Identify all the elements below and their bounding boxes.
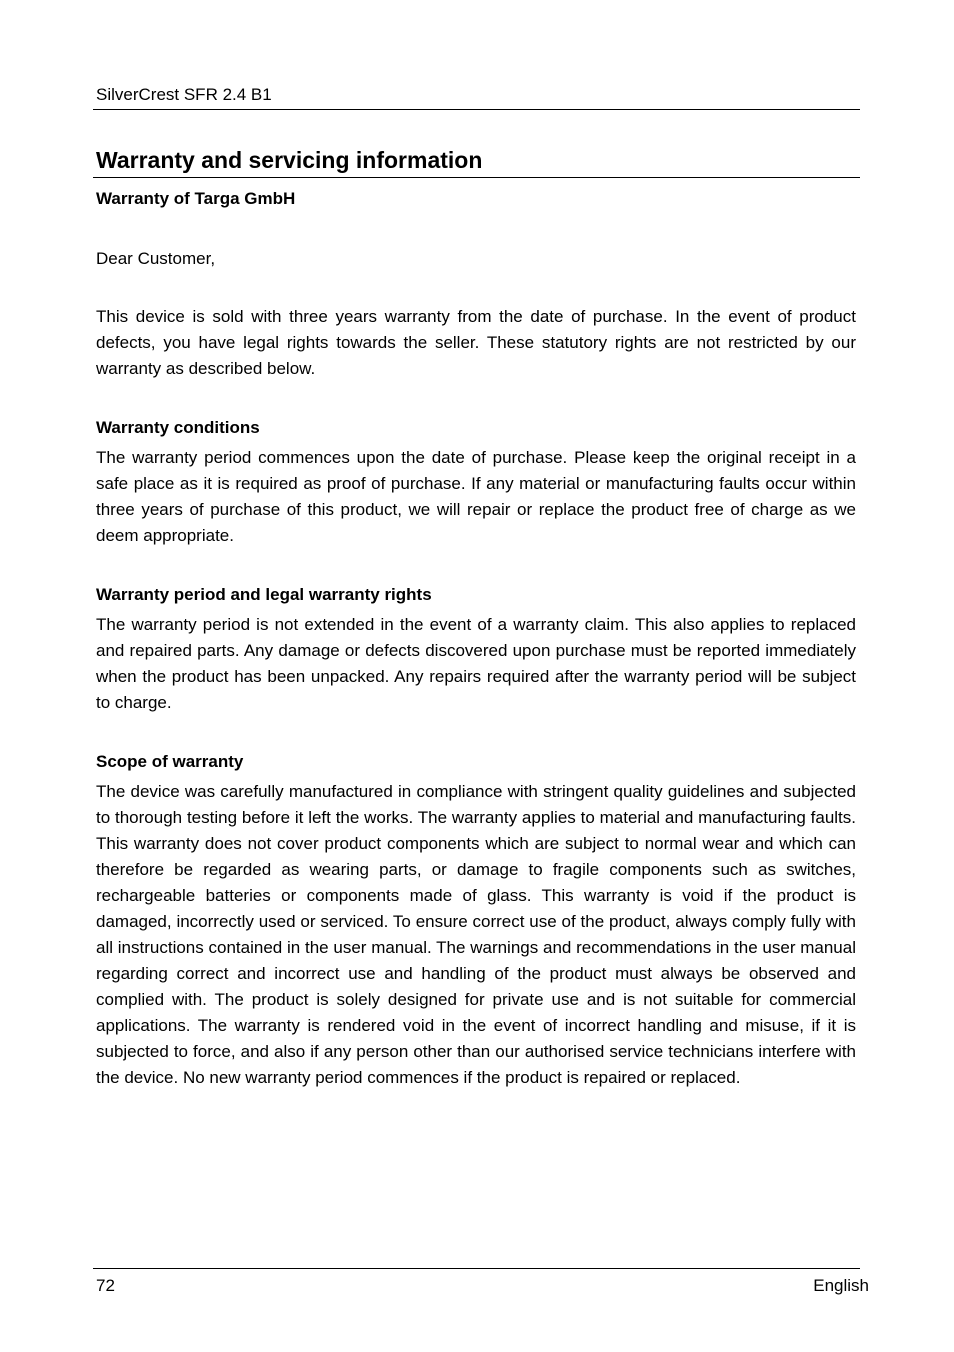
intro-paragraph: This device is sold with three years warranty from the date of purchase. In the event of product defects, you have legal rights towards the seller. These statutory rights are not restricted by our warranty as described below.	[96, 307, 856, 378]
greeting-paragraph: Dear Customer,	[96, 249, 216, 268]
conditions-heading: Warranty conditions	[96, 418, 260, 437]
section-divider	[93, 177, 860, 178]
page-content	[96, 187, 856, 1091]
section-title: Warranty and servicing information	[96, 147, 483, 173]
scope-paragraph: The device was carefully manufactured in compliance with stringent quality guidelines and subjected to thorough testing before it left the works. The warranty applies to material and manufacturing faults. This warranty does not cover product components which are subject to normal wear and which can therefore be regarded as wearing parts, or damage to fragile components such as switches, rechargeable batteries or components made of glass. This warranty is void if the product is damaged, incorrectly used or serviced. To ensure correct use of the product, always comply fully with all instructions contained in the user manual. The warnings and recommendations in the user manual regarding correct and incorrect use and handling of the product must always be observed and complied with. The product is solely designed for private use and is not suitable for commercial applications. The warranty is rendered void in the event of incorrect handling and misuse, if it is subjected to force, and also if any person other than our authorised service technicians interfere with the device. No new warranty period commences if the product is repaired or replaced.	[96, 782, 856, 1087]
footer-divider	[93, 1268, 860, 1269]
period-heading: Warranty period and legal warranty rights	[96, 585, 432, 604]
page-number: 72	[96, 1276, 115, 1295]
running-header: SilverCrest SFR 2.4 B1	[96, 85, 272, 104]
warranty-heading: Warranty of Targa GmbH	[96, 189, 296, 208]
period-paragraph: The warranty period is not extended in the event of a warranty claim. This also applies to replaced and repaired parts. Any damage or defects discovered upon purchase must be reported immediately when the product has been unpacked. Any repairs required after the warranty period will be subject to charge.	[96, 615, 856, 712]
conditions-paragraph: The warranty period commences upon the date of purchase. Please keep the original receipt in a safe place as it is required as proof of purchase. If any material or manufacturing faults occur within three years of purchase of this product, we will repair or replace the product free of charge as we deem appropriate.	[96, 448, 856, 545]
scope-heading: Scope of warranty	[96, 752, 244, 771]
footer-language: English	[813, 1276, 869, 1295]
header-divider	[93, 109, 860, 110]
